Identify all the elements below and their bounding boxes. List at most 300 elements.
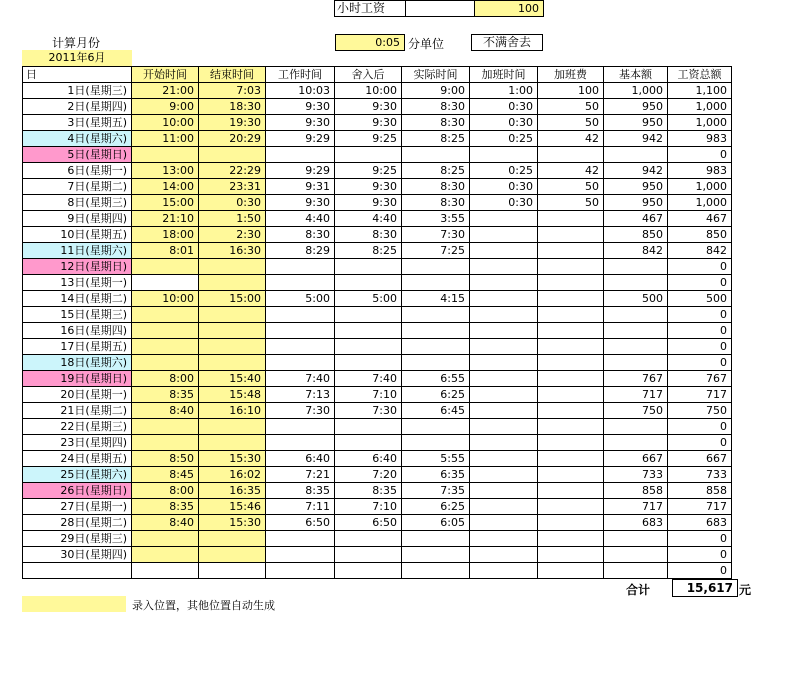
base-amount-cell <box>604 323 668 339</box>
end-time-cell[interactable]: 7:03 <box>199 83 266 99</box>
overtime-pay-cell <box>538 515 604 531</box>
salary-table <box>22 66 732 579</box>
table-row <box>23 179 732 195</box>
work-time-cell: 5:00 <box>266 291 335 307</box>
total-wage-cell: 0 <box>668 419 732 435</box>
base-amount-cell: 950 <box>604 99 668 115</box>
base-amount-cell <box>604 339 668 355</box>
overtime-cell <box>470 547 538 563</box>
day-cell: 4日(星期六) <box>23 131 132 147</box>
rounded-time-cell: 9:30 <box>335 99 402 115</box>
start-time-cell[interactable]: 21:00 <box>132 83 199 99</box>
rounding-unit-input[interactable]: 0:05 <box>335 34 405 51</box>
overtime-cell <box>470 227 538 243</box>
actual-time-cell: 8:25 <box>402 131 470 147</box>
total-wage-cell: 0 <box>668 355 732 371</box>
total-wage-cell: 750 <box>668 403 732 419</box>
work-time-cell <box>266 259 335 275</box>
overtime-pay-cell <box>538 467 604 483</box>
base-amount-cell: 750 <box>604 403 668 419</box>
work-time-cell: 6:40 <box>266 451 335 467</box>
table-row <box>23 451 732 467</box>
overtime-cell <box>470 355 538 371</box>
actual-time-cell: 5:55 <box>402 451 470 467</box>
work-time-cell: 9:30 <box>266 99 335 115</box>
end-time-cell[interactable]: 18:30 <box>199 99 266 115</box>
end-time-cell[interactable]: 15:48 <box>199 387 266 403</box>
day-cell: 24日(星期五) <box>23 451 132 467</box>
base-amount-cell: 950 <box>604 179 668 195</box>
rounded-time-cell <box>335 435 402 451</box>
day-cell: 10日(星期五) <box>23 227 132 243</box>
actual-time-cell <box>402 147 470 163</box>
actual-time-cell: 8:30 <box>402 115 470 131</box>
overtime-cell <box>470 435 538 451</box>
base-amount-cell: 842 <box>604 243 668 259</box>
col-header-start: 开始时间 <box>132 67 199 83</box>
rounded-time-cell <box>335 275 402 291</box>
rounded-time-cell: 4:40 <box>335 211 402 227</box>
overtime-cell <box>470 483 538 499</box>
total-wage-cell: 983 <box>668 163 732 179</box>
actual-time-cell <box>402 563 470 579</box>
legend-text: 录入位置，其他位置自动生成 <box>132 599 275 612</box>
day-cell: 25日(星期六) <box>23 467 132 483</box>
end-time-cell[interactable]: 15:46 <box>199 499 266 515</box>
table-row <box>23 195 732 211</box>
table-row <box>23 163 732 179</box>
total-wage-cell: 0 <box>668 275 732 291</box>
start-time-cell[interactable] <box>132 323 199 339</box>
calc-month-label: 计算月份 <box>52 36 101 50</box>
base-amount-cell: 500 <box>604 291 668 307</box>
start-time-cell[interactable]: 15:00 <box>132 195 199 211</box>
work-time-cell <box>266 307 335 323</box>
end-time-cell[interactable] <box>199 147 266 163</box>
overtime-cell: 1:00 <box>470 83 538 99</box>
start-time-cell[interactable] <box>132 547 199 563</box>
total-wage-cell: 500 <box>668 291 732 307</box>
end-time-cell[interactable] <box>199 259 266 275</box>
start-time-cell[interactable] <box>132 339 199 355</box>
col-header-overtime-pay: 加班费 <box>538 67 604 83</box>
work-time-cell: 9:31 <box>266 179 335 195</box>
end-time-cell[interactable] <box>199 339 266 355</box>
work-time-cell <box>266 339 335 355</box>
actual-time-cell: 7:30 <box>402 227 470 243</box>
legend-swatch <box>22 596 126 612</box>
base-amount-cell <box>604 259 668 275</box>
overtime-pay-cell <box>538 147 604 163</box>
overtime-cell <box>470 499 538 515</box>
base-amount-cell: 942 <box>604 163 668 179</box>
rounded-time-cell: 6:40 <box>335 451 402 467</box>
table-row <box>23 83 732 99</box>
start-time-cell[interactable] <box>132 355 199 371</box>
rounded-time-cell: 9:25 <box>335 131 402 147</box>
total-wage-cell: 1,100 <box>668 83 732 99</box>
rounded-time-cell <box>335 259 402 275</box>
table-row <box>23 227 732 243</box>
summary-label: 合计 <box>626 583 651 597</box>
overtime-cell <box>470 307 538 323</box>
start-time-cell[interactable]: 14:00 <box>132 179 199 195</box>
start-time-cell[interactable] <box>132 147 199 163</box>
start-time-cell[interactable] <box>132 435 199 451</box>
overtime-pay-cell: 42 <box>538 163 604 179</box>
rounded-time-cell <box>335 339 402 355</box>
table-row <box>23 355 732 371</box>
table-row <box>23 99 732 115</box>
table-row <box>23 563 732 579</box>
total-wage-cell: 850 <box>668 227 732 243</box>
base-amount-cell: 950 <box>604 195 668 211</box>
work-time-cell: 6:50 <box>266 515 335 531</box>
base-amount-cell: 717 <box>604 387 668 403</box>
end-time-cell[interactable]: 15:30 <box>199 515 266 531</box>
end-time-cell[interactable] <box>199 355 266 371</box>
overtime-pay-cell <box>538 307 604 323</box>
day-cell: 13日(星期一) <box>23 275 132 291</box>
start-time-cell[interactable]: 8:45 <box>132 467 199 483</box>
day-cell: 5日(星期日) <box>23 147 132 163</box>
day-cell: 26日(星期日) <box>23 483 132 499</box>
total-wage-cell: 0 <box>668 547 732 563</box>
work-time-cell: 8:29 <box>266 243 335 259</box>
end-time-cell[interactable]: 20:29 <box>199 131 266 147</box>
start-time-cell[interactable]: 11:00 <box>132 131 199 147</box>
rounded-time-cell: 8:30 <box>335 227 402 243</box>
actual-time-cell: 7:25 <box>402 243 470 259</box>
end-time-cell[interactable]: 16:35 <box>199 483 266 499</box>
overtime-cell: 0:30 <box>470 179 538 195</box>
work-time-cell <box>266 435 335 451</box>
total-wage-cell: 0 <box>668 563 732 579</box>
work-time-cell <box>266 563 335 579</box>
overtime-pay-cell: 50 <box>538 195 604 211</box>
overtime-cell: 0:25 <box>470 131 538 147</box>
actual-time-cell <box>402 339 470 355</box>
start-time-cell[interactable] <box>132 259 199 275</box>
day-cell: 28日(星期二) <box>23 515 132 531</box>
overtime-cell <box>470 243 538 259</box>
rounded-time-cell <box>335 531 402 547</box>
actual-time-cell: 9:00 <box>402 83 470 99</box>
overtime-cell: 0:30 <box>470 195 538 211</box>
base-amount-cell: 733 <box>604 467 668 483</box>
overtime-pay-cell <box>538 419 604 435</box>
col-header-total: 工资总额 <box>668 67 732 83</box>
day-cell: 14日(星期二) <box>23 291 132 307</box>
overtime-pay-cell <box>538 259 604 275</box>
base-amount-cell <box>604 419 668 435</box>
day-cell: 11日(星期六) <box>23 243 132 259</box>
overtime-pay-cell <box>538 323 604 339</box>
start-time-cell[interactable]: 10:00 <box>132 115 199 131</box>
end-time-cell[interactable] <box>199 275 266 291</box>
work-time-cell: 9:30 <box>266 115 335 131</box>
end-time-cell[interactable] <box>199 435 266 451</box>
overtime-pay-cell <box>538 243 604 259</box>
work-time-cell: 7:40 <box>266 371 335 387</box>
table-row <box>23 531 732 547</box>
base-amount-cell: 950 <box>604 115 668 131</box>
overtime-cell <box>470 403 538 419</box>
day-cell: 17日(星期五) <box>23 339 132 355</box>
overtime-pay-cell: 50 <box>538 179 604 195</box>
day-cell: 6日(星期一) <box>23 163 132 179</box>
rounded-time-cell <box>335 419 402 435</box>
end-time-cell[interactable]: 16:02 <box>199 467 266 483</box>
table-row <box>23 115 732 131</box>
total-wage-cell: 1,000 <box>668 115 732 131</box>
total-wage-cell: 0 <box>668 323 732 339</box>
actual-time-cell <box>402 531 470 547</box>
end-time-cell[interactable]: 19:30 <box>199 115 266 131</box>
rounded-time-cell: 5:00 <box>335 291 402 307</box>
table-row <box>23 243 732 259</box>
rounded-time-cell: 9:25 <box>335 163 402 179</box>
end-time-cell[interactable] <box>199 323 266 339</box>
rounded-time-cell: 8:25 <box>335 243 402 259</box>
rounded-time-cell: 7:40 <box>335 371 402 387</box>
actual-time-cell <box>402 355 470 371</box>
base-amount-cell <box>604 275 668 291</box>
actual-time-cell <box>402 547 470 563</box>
start-time-cell[interactable] <box>132 419 199 435</box>
actual-time-cell <box>402 323 470 339</box>
actual-time-cell: 6:35 <box>402 467 470 483</box>
start-time-cell[interactable]: 21:10 <box>132 211 199 227</box>
start-time-cell[interactable]: 13:00 <box>132 163 199 179</box>
table-row <box>23 387 732 403</box>
overtime-pay-cell <box>538 355 604 371</box>
col-header-end: 结束时间 <box>199 67 266 83</box>
overtime-cell <box>470 515 538 531</box>
actual-time-cell: 8:30 <box>402 195 470 211</box>
header-row <box>23 67 732 83</box>
overtime-pay-cell <box>538 387 604 403</box>
summary-total: 15,617 <box>672 579 738 597</box>
total-wage-cell: 0 <box>668 531 732 547</box>
day-cell: 16日(星期四) <box>23 323 132 339</box>
total-wage-cell: 767 <box>668 371 732 387</box>
col-header-day: 日 <box>23 67 132 83</box>
actual-time-cell <box>402 307 470 323</box>
end-time-cell[interactable]: 0:30 <box>199 195 266 211</box>
start-time-cell[interactable] <box>132 531 199 547</box>
total-wage-cell: 717 <box>668 499 732 515</box>
base-amount-cell: 683 <box>604 515 668 531</box>
rounded-time-cell: 7:20 <box>335 467 402 483</box>
base-amount-cell <box>604 435 668 451</box>
overtime-pay-cell <box>538 563 604 579</box>
total-wage-cell: 1,000 <box>668 195 732 211</box>
start-time-cell[interactable]: 8:50 <box>132 451 199 467</box>
rounded-time-cell: 10:00 <box>335 83 402 99</box>
table-row <box>23 403 732 419</box>
calc-month-input[interactable]: 2011年6月 <box>22 50 132 66</box>
overtime-cell <box>470 275 538 291</box>
base-amount-cell <box>604 355 668 371</box>
base-amount-cell: 850 <box>604 227 668 243</box>
day-cell: 8日(星期三) <box>23 195 132 211</box>
rounded-time-cell <box>335 307 402 323</box>
day-cell: 9日(星期四) <box>23 211 132 227</box>
start-time-cell[interactable]: 8:35 <box>132 499 199 515</box>
overtime-cell <box>470 467 538 483</box>
end-time-cell[interactable]: 1:50 <box>199 211 266 227</box>
total-wage-cell: 1,000 <box>668 99 732 115</box>
day-cell: 19日(星期日) <box>23 371 132 387</box>
day-cell: 30日(星期四) <box>23 547 132 563</box>
rounded-time-cell: 9:30 <box>335 195 402 211</box>
end-time-cell[interactable] <box>199 531 266 547</box>
total-wage-cell: 467 <box>668 211 732 227</box>
end-time-cell[interactable]: 23:31 <box>199 179 266 195</box>
day-cell: 15日(星期三) <box>23 307 132 323</box>
table-row <box>23 515 732 531</box>
overtime-cell <box>470 291 538 307</box>
start-time-cell[interactable] <box>132 563 199 579</box>
table-row <box>23 275 732 291</box>
total-wage-cell: 667 <box>668 451 732 467</box>
total-wage-cell: 0 <box>668 147 732 163</box>
start-time-cell[interactable]: 8:35 <box>132 387 199 403</box>
actual-time-cell: 8:30 <box>402 99 470 115</box>
work-time-cell: 10:03 <box>266 83 335 99</box>
end-time-cell[interactable] <box>199 307 266 323</box>
base-amount-cell: 858 <box>604 483 668 499</box>
start-time-cell[interactable]: 8:40 <box>132 403 199 419</box>
rounded-time-cell: 9:30 <box>335 115 402 131</box>
base-amount-cell <box>604 547 668 563</box>
overtime-pay-cell: 50 <box>538 99 604 115</box>
total-wage-cell: 717 <box>668 387 732 403</box>
actual-time-cell: 6:45 <box>402 403 470 419</box>
overtime-pay-cell <box>538 371 604 387</box>
actual-time-cell <box>402 435 470 451</box>
overtime-cell: 0:30 <box>470 115 538 131</box>
day-cell: 7日(星期二) <box>23 179 132 195</box>
overtime-pay-cell <box>538 435 604 451</box>
end-time-cell[interactable]: 15:00 <box>199 291 266 307</box>
base-amount-cell <box>604 307 668 323</box>
overtime-pay-cell <box>538 211 604 227</box>
end-time-cell[interactable]: 22:29 <box>199 163 266 179</box>
start-time-cell[interactable] <box>132 275 199 291</box>
rounded-time-cell: 7:10 <box>335 387 402 403</box>
overtime-cell <box>470 451 538 467</box>
overtime-cell <box>470 339 538 355</box>
day-cell: 27日(星期一) <box>23 499 132 515</box>
rounding-unit-label: 分单位 <box>408 37 445 51</box>
work-time-cell <box>266 547 335 563</box>
actual-time-cell <box>402 275 470 291</box>
rounded-time-cell: 8:35 <box>335 483 402 499</box>
actual-time-cell: 6:05 <box>402 515 470 531</box>
overtime-cell <box>470 563 538 579</box>
overtime-pay-cell <box>538 403 604 419</box>
end-time-cell[interactable]: 16:30 <box>199 243 266 259</box>
actual-time-cell: 8:25 <box>402 163 470 179</box>
work-time-cell: 7:11 <box>266 499 335 515</box>
start-time-cell[interactable]: 9:00 <box>132 99 199 115</box>
actual-time-cell: 3:55 <box>402 211 470 227</box>
work-time-cell <box>266 531 335 547</box>
table-row <box>23 211 732 227</box>
overtime-pay-cell <box>538 483 604 499</box>
day-cell: 2日(星期四) <box>23 99 132 115</box>
overtime-pay-cell <box>538 451 604 467</box>
total-wage-cell: 1,000 <box>668 179 732 195</box>
table-row <box>23 419 732 435</box>
rounded-time-cell <box>335 147 402 163</box>
hourly-wage-label: 小时工资 <box>334 0 406 17</box>
start-time-cell[interactable]: 8:01 <box>132 243 199 259</box>
end-time-cell[interactable] <box>199 563 266 579</box>
overtime-cell <box>470 259 538 275</box>
actual-time-cell: 6:25 <box>402 499 470 515</box>
overtime-pay-cell <box>538 339 604 355</box>
work-time-cell: 7:13 <box>266 387 335 403</box>
work-time-cell: 8:30 <box>266 227 335 243</box>
overtime-pay-cell <box>538 291 604 307</box>
end-time-cell[interactable]: 16:10 <box>199 403 266 419</box>
start-time-cell[interactable]: 8:00 <box>132 483 199 499</box>
start-time-cell[interactable]: 8:00 <box>132 371 199 387</box>
work-time-cell <box>266 323 335 339</box>
day-cell: 22日(星期三) <box>23 419 132 435</box>
hourly-wage-input[interactable]: 100 <box>474 0 544 17</box>
day-cell: 3日(星期五) <box>23 115 132 131</box>
overtime-cell <box>470 371 538 387</box>
work-time-cell: 9:30 <box>266 195 335 211</box>
overtime-pay-cell <box>538 227 604 243</box>
end-time-cell[interactable]: 2:30 <box>199 227 266 243</box>
table-row <box>23 435 732 451</box>
end-time-cell[interactable]: 15:30 <box>199 451 266 467</box>
hourly-wage-gap <box>405 0 475 17</box>
end-time-cell[interactable] <box>199 547 266 563</box>
overtime-cell <box>470 531 538 547</box>
work-time-cell: 7:30 <box>266 403 335 419</box>
overtime-cell: 0:25 <box>470 163 538 179</box>
start-time-cell[interactable]: 10:00 <box>132 291 199 307</box>
start-time-cell[interactable]: 18:00 <box>132 227 199 243</box>
overtime-cell <box>470 211 538 227</box>
overtime-pay-cell <box>538 275 604 291</box>
end-time-cell[interactable] <box>199 419 266 435</box>
overtime-cell <box>470 387 538 403</box>
table-row <box>23 467 732 483</box>
start-time-cell[interactable]: 8:40 <box>132 515 199 531</box>
rounded-time-cell: 9:30 <box>335 179 402 195</box>
day-cell: 21日(星期二) <box>23 403 132 419</box>
start-time-cell[interactable] <box>132 307 199 323</box>
base-amount-cell <box>604 147 668 163</box>
end-time-cell[interactable]: 15:40 <box>199 371 266 387</box>
overtime-cell: 0:30 <box>470 99 538 115</box>
day-cell: 18日(星期六) <box>23 355 132 371</box>
overtime-cell <box>470 147 538 163</box>
work-time-cell: 7:21 <box>266 467 335 483</box>
base-amount-cell: 767 <box>604 371 668 387</box>
total-wage-cell: 733 <box>668 467 732 483</box>
table-row <box>23 131 732 147</box>
work-time-cell: 4:40 <box>266 211 335 227</box>
base-amount-cell: 1,000 <box>604 83 668 99</box>
